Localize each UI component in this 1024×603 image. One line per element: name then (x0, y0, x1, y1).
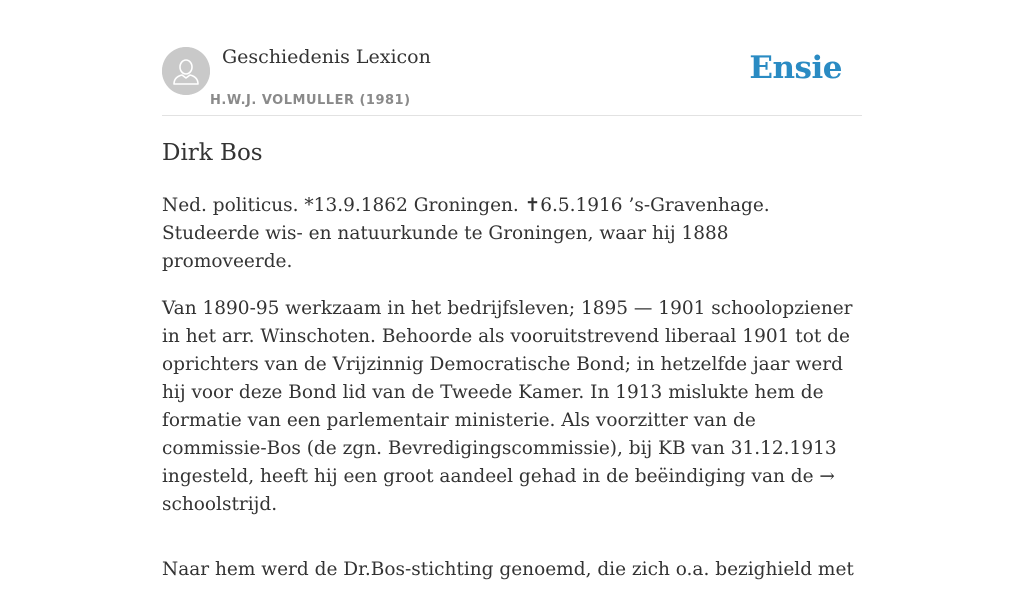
article-title: Dirk Bos (162, 140, 263, 166)
page (162, 0, 862, 580)
source-header (162, 0, 862, 116)
user-avatar-icon[interactable] (162, 47, 210, 95)
article-paragraph: Naar hem werd de Dr.Bos-stichting genoemd, die zich o.a. bezighield met (162, 559, 854, 580)
article-body (162, 192, 862, 603)
source-author[interactable]: H.W.J. VOLMULLER (1981) (210, 93, 411, 108)
brand-logo[interactable]: Ensie (749, 50, 842, 86)
article-paragraph: Ned. politicus. *13.9.1862 Groningen. ✝6.5.1916 ’s-Gravenhage. Studeerde wis- en natuurkunde te Groningen, waar hij 1888 promoveerde. (162, 195, 770, 272)
article-paragraph: Van 1890-95 werkzaam in het bedrijfsleven; 1895 — 1901 schoolopziener in het arr. Winschoten. Behoorde als vooruitstrevend liberaal 1901 tot de oprichters van de Vrijzinnig Democratische Bond; in hetzelfde jaar werd hij voor deze Bond lid van de Tweede Kamer. In 1913 mislukte hem de formatie van een parlementair ministerie. Als voorzitter van de commissie-Bos (de zgn. Bevredigingscommissie), bij KB van 31.12.1913 ingesteld, heeft hij een groot aandeel gehad in de beëindiging van de → schoolstrijd. (162, 298, 853, 515)
source-title[interactable]: Geschiedenis Lexicon (222, 46, 431, 68)
